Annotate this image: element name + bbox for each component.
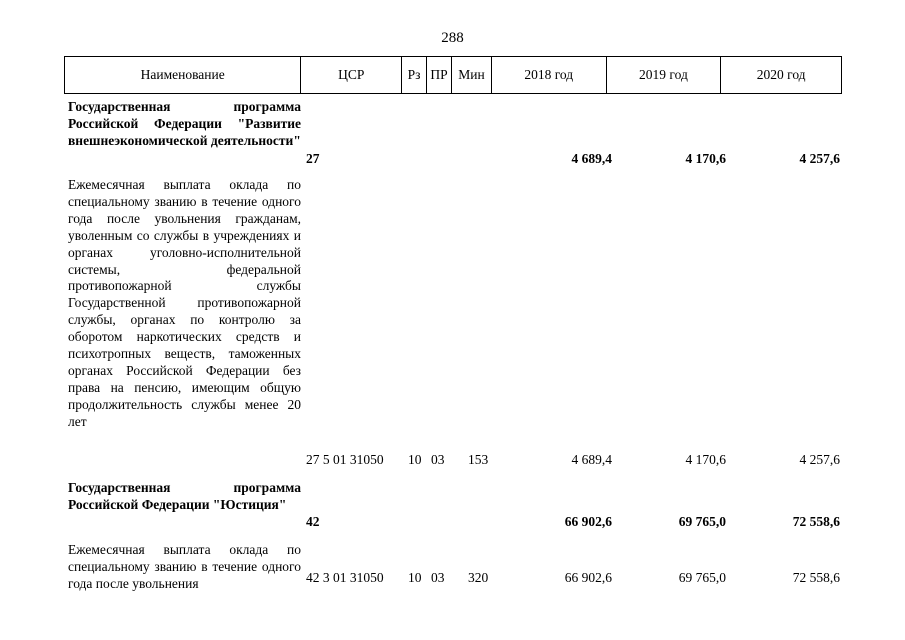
header-2019: 2019 год <box>607 57 722 93</box>
row-2018: 66 902,6 <box>564 514 612 529</box>
row-csr: 42 <box>306 514 320 529</box>
row-name: Государственная программа Российской Федерации "Развитие внешнеэкономической деятельности" <box>68 99 301 148</box>
row-pr: 03 <box>431 452 445 467</box>
row-name: Ежемесячная выплата оклада по специальному званию в течение одного года после увольнения гражданам, уволенным со службы в учреждениях и органах уголовно-исполнительной системы, федеральной противопожарной службы Государственной противопожарной службы, органах по контролю за оборотом наркотических средств и психотропных веществ, таможенных органах Российской Федерации без права на пенсию, имеющим общую продолжительность службы менее 20 лет <box>68 177 301 429</box>
row-2020: 4 257,6 <box>799 151 840 166</box>
header-min: Мин <box>452 57 492 93</box>
table-header <box>64 56 842 94</box>
row-csr: 27 <box>306 151 320 166</box>
row-2019: 4 170,6 <box>685 452 726 467</box>
row-rz: 10 <box>408 570 422 585</box>
row-rz: 10 <box>408 452 422 467</box>
header-csr: ЦСР <box>301 57 402 93</box>
row-2018: 66 902,6 <box>564 570 612 585</box>
table-row <box>64 99 842 169</box>
row-2019: 69 765,0 <box>678 514 726 529</box>
header-2018: 2018 год <box>492 57 607 93</box>
row-2019: 69 765,0 <box>678 570 726 585</box>
row-name: Ежемесячная выплата оклада по специальному званию в течение одного года после увольнения <box>68 542 301 591</box>
row-pr: 03 <box>431 570 445 585</box>
row-2020: 4 257,6 <box>799 452 840 467</box>
row-2019: 4 170,6 <box>685 151 726 166</box>
header-rz: Рз <box>402 57 427 93</box>
row-2020: 72 558,6 <box>792 514 840 529</box>
row-2020: 72 558,6 <box>792 570 840 585</box>
page-number: 288 <box>441 30 464 46</box>
row-min: 153 <box>468 452 489 467</box>
header-2020: 2020 год <box>756 67 806 82</box>
row-csr: 27 5 01 31050 <box>306 452 384 467</box>
row-name: Государственная программа Российской Федерации "Юстиция" <box>68 480 301 512</box>
table-row <box>64 480 842 532</box>
table-row <box>64 542 842 598</box>
header-name: Наименование <box>65 57 301 93</box>
row-min: 320 <box>468 570 489 585</box>
row-csr: 42 3 01 31050 <box>306 570 384 585</box>
row-2018: 4 689,4 <box>571 452 612 467</box>
row-2018: 4 689,4 <box>571 151 612 166</box>
table-row <box>64 177 842 472</box>
header-pr: ПР <box>427 57 452 93</box>
